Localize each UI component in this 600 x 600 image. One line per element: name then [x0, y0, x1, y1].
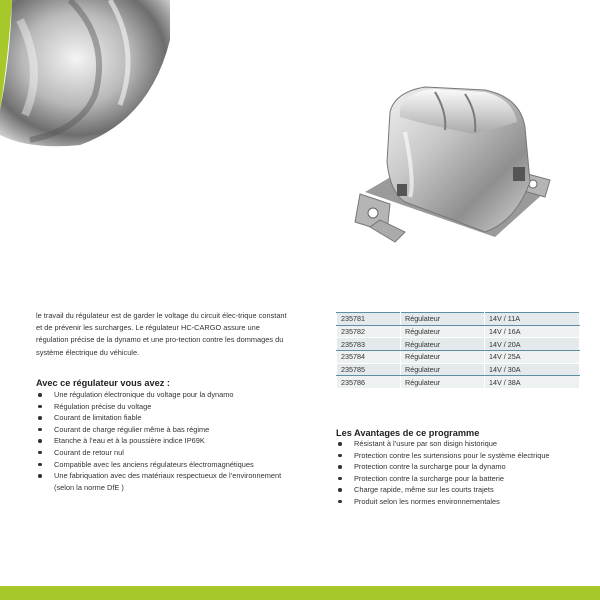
- ref-cell: 235782: [337, 325, 401, 338]
- bottom-accent-bar: [0, 586, 600, 600]
- list-item: Produit selon les normes environnementales: [336, 496, 586, 508]
- advantages-list: [336, 438, 586, 508]
- list-item: Compatible avec les anciens régulateurs électromagnétiques: [36, 459, 291, 471]
- name-cell: Régulateur: [401, 351, 485, 364]
- ref-cell: 235784: [337, 351, 401, 364]
- name-cell: Régulateur: [401, 325, 485, 338]
- list-item: Charge rapide, même sur les courts trajets: [336, 484, 586, 496]
- list-item: Etanche à l’eau et à la poussière indice IP69K: [36, 435, 291, 447]
- ref-cell: 235783: [337, 338, 401, 351]
- features-title: Avec ce régulateur vous avez :: [36, 378, 170, 388]
- corner-decoration: [0, 0, 170, 150]
- ref-cell: 235785: [337, 363, 401, 376]
- list-item: Une régulation électronique du voltage pour la dynamo: [36, 389, 291, 401]
- list-item: Courant de limitation fiable: [36, 412, 291, 424]
- spec-cell: 14V / 11A: [485, 313, 580, 326]
- table-row: [337, 338, 580, 351]
- list-item: Résistant à l’usure par son disign historique: [336, 438, 586, 450]
- list-item: Protection contre les surtensions pour le système électrique: [336, 450, 586, 462]
- table-row: [337, 376, 580, 389]
- list-item: Régulation précise du voltage: [36, 401, 291, 413]
- list-item: Une fabriquation avec des matériaux respectueux de l’environnement (selon la norme DfE ): [36, 470, 291, 493]
- spec-cell: 14V / 25A: [485, 351, 580, 364]
- spec-cell: 14V / 16A: [485, 325, 580, 338]
- list-item: Courant de retour nul: [36, 447, 291, 459]
- table-row: [337, 325, 580, 338]
- name-cell: Régulateur: [401, 313, 485, 326]
- list-item: Protection contre la surcharge pour la batterie: [336, 473, 586, 485]
- features-list: [36, 389, 291, 493]
- spec-cell: 14V / 30A: [485, 363, 580, 376]
- name-cell: Régulateur: [401, 363, 485, 376]
- list-item: Courant de charge régulier même à bas régime: [36, 424, 291, 436]
- regulator-photo: [335, 72, 565, 262]
- list-item: Protection contre la surcharge pour la dynamo: [336, 461, 586, 473]
- table-row: [337, 363, 580, 376]
- name-cell: Régulateur: [401, 376, 485, 389]
- ref-cell: 235781: [337, 313, 401, 326]
- intro-paragraph: le travail du régulateur est de garder le voltage du circuit élec-trique constant et de prévenir les surcharges. Le régulateur HC-CARGO assure une régulation précise de la dynamo et une pro-tection contre les dommages du système électrique du véhicule.: [36, 311, 287, 357]
- name-cell: Régulateur: [401, 338, 485, 351]
- table-row: [337, 351, 580, 364]
- spec-cell: 14V / 38A: [485, 376, 580, 389]
- advantages-title: Les Avantages de ce programme: [336, 428, 480, 438]
- spec-cell: 14V / 20A: [485, 338, 580, 351]
- product-table: [336, 312, 580, 389]
- table-row: [337, 313, 580, 326]
- ref-cell: 235786: [337, 376, 401, 389]
